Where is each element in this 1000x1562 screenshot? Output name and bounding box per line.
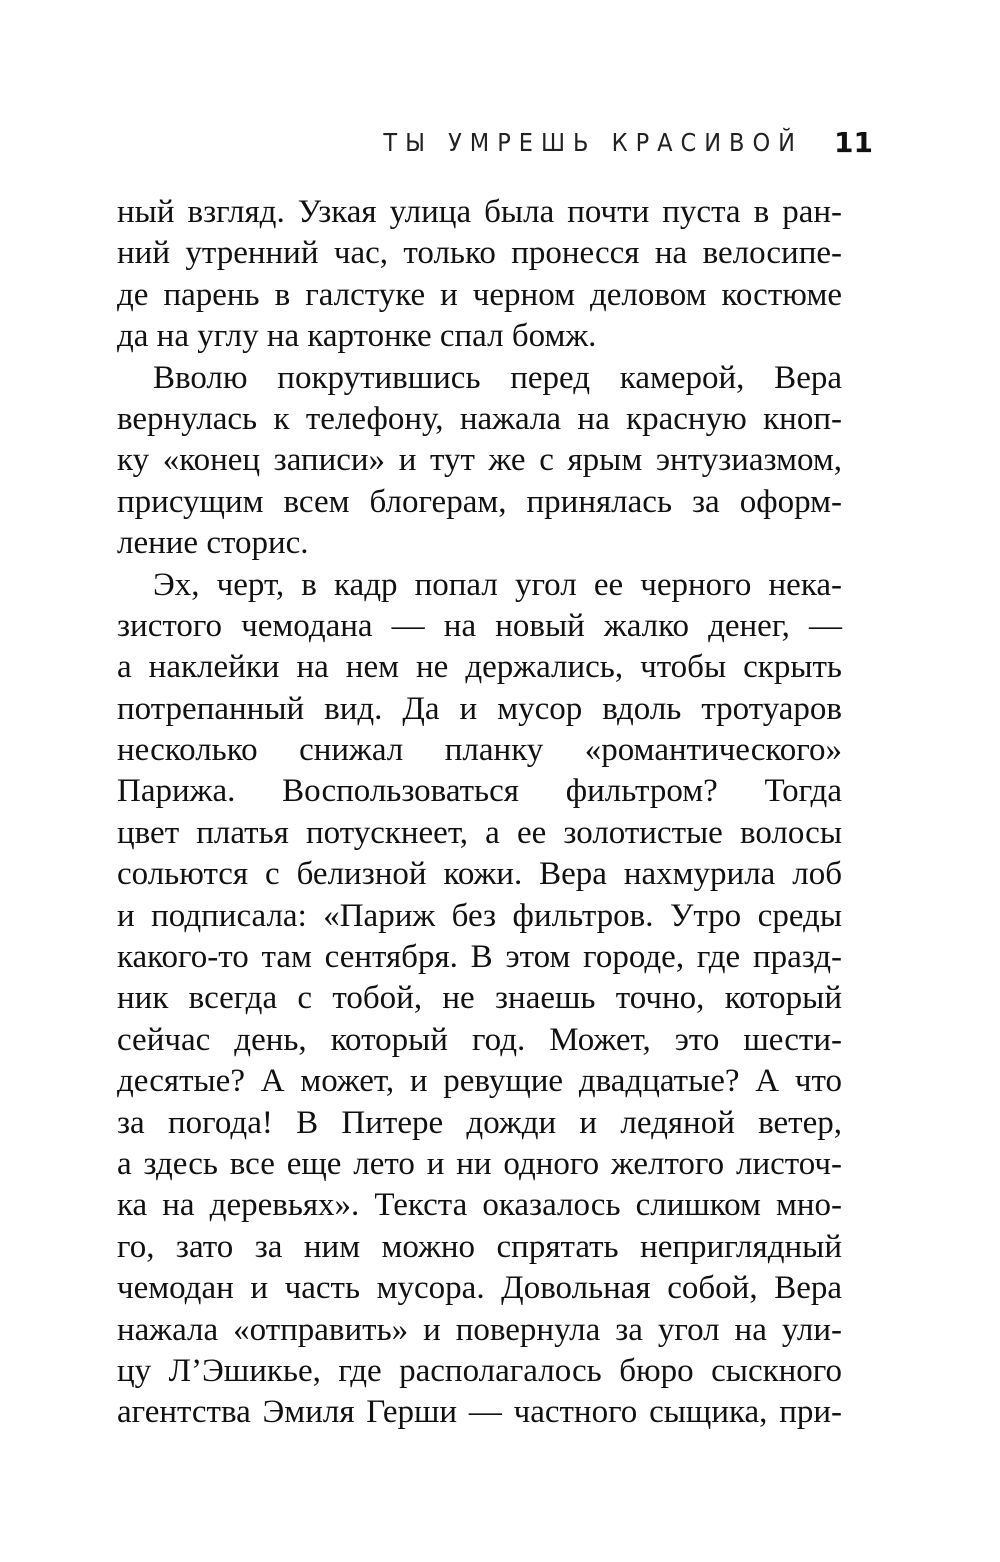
text-line: да на углу на картонке спал бомж.	[117, 318, 597, 355]
text-line: ний утренний час, только пронесся на велосипе-	[117, 235, 842, 272]
text-line: де парень в галстуке и черном деловом костюме	[117, 276, 842, 313]
text-line: какого-то там сентября. В этом городе, где празд-	[117, 939, 842, 976]
text-line: цвет платья потускнеет, а ее золотистые волосы	[117, 814, 842, 851]
text-line: ник всегда с тобой, не знаешь точно, который	[117, 980, 842, 1017]
text-line: ка на деревьях». Текста оказалось слишком мно-	[117, 1187, 842, 1224]
text-line: ление сторис.	[117, 525, 309, 562]
text-line: присущим всем блогерам, принялась за оформ-	[117, 483, 842, 520]
text-line: ный взгляд. Узкая улица была почти пуста в ран-	[117, 194, 842, 230]
text-line: а здесь все еще лето и ни одного желтого листоч-	[117, 1145, 842, 1182]
text-line: Вволю покрутившись перед камерой, Вера	[153, 359, 842, 396]
text-line: сольются с белизной кожи. Вера нахмурила лоб	[117, 856, 842, 893]
text-line: десятые? А может, и ревущие двадцатые? А что	[117, 1063, 842, 1100]
text-line: нажала «отправить» и повернула за угол на ули-	[117, 1311, 842, 1348]
text-line: зистого чемодана — на новый жалко денег, —	[117, 607, 842, 644]
text-line: го, зато за ним можно спрятать неприглядный	[117, 1228, 842, 1265]
text-line: несколько снижал планку «романтического»	[117, 732, 842, 769]
page-number: 11	[834, 126, 873, 159]
text-line: чемодан и часть мусора. Довольная собой, Вера	[117, 1270, 842, 1307]
text-line: и подписала: «Париж без фильтров. Утро среды	[117, 897, 842, 934]
body-text	[117, 192, 842, 1434]
text-line: цу Л’Эшикье, где располагалось бюро сыскного	[117, 1352, 842, 1389]
text-line: потрепанный вид. Да и мусор вдоль тротуаров	[117, 690, 842, 727]
text-line: сейчас день, который год. Может, это шести-	[117, 1021, 842, 1058]
running-title: ТЫ УМРЕШЬ КРАСИВОЙ	[383, 128, 803, 157]
text-line: вернулась к телефону, нажала на красную кноп-	[117, 400, 842, 437]
text-line: за погода! В Питере дожди и ледяной ветер,	[117, 1104, 842, 1141]
text-line: а наклейки на нем не держались, чтобы скрыть	[117, 649, 842, 686]
text-line: Эх, черт, в кадр попал угол ее черного нека-	[153, 566, 842, 603]
page-header	[0, 128, 875, 168]
text-line: агентства Эмиля Герши — частного сыщика, при-	[117, 1394, 842, 1431]
text-line: ку «конец записи» и тут же с ярым энтузиазмом,	[117, 442, 842, 479]
text-line: Парижа. Воспользоваться фильтром? Тогда	[117, 773, 842, 810]
